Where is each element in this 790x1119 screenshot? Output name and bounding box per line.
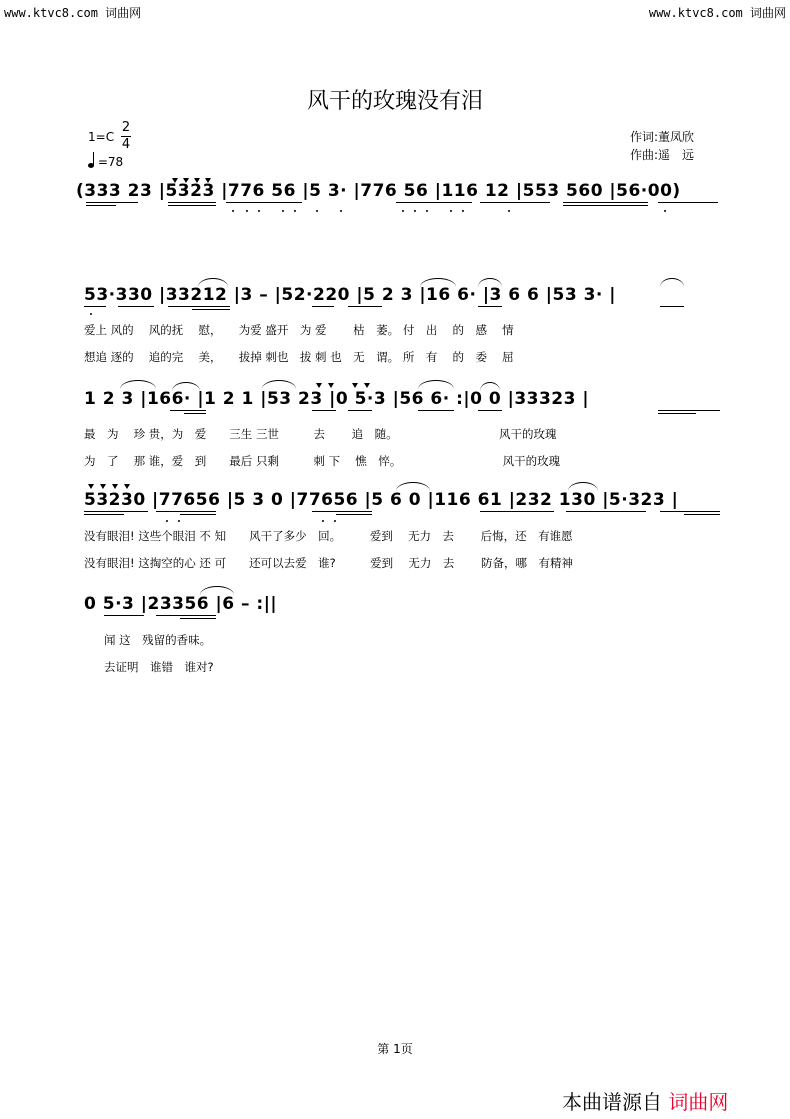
tempo-marking — [88, 155, 123, 169]
notation-line: 53230 |77656 |5 3 0 |77656 |5 6 0 |116 61 |232 130 |5·323 | — [84, 490, 679, 510]
notation-line: (333 23 |5323 |776 56 |5 3· |776 56 |116 12 |553 560 |56·00) — [76, 181, 681, 201]
source-footer — [562, 1086, 728, 1115]
lyrics-verse-1: 爱上 风的 风的抚 慰， 为爱 盛开 为 爱 枯 萎。 付 出 的 感 情 — [84, 323, 514, 337]
lyrics-verse-1: 闻 这 残留的香味。 — [104, 633, 212, 647]
lyrics-verse-2: 为 了 那 谁，爱 到 最后 只剩 刺 下 憔 悴。 风干的玫瑰 — [84, 454, 561, 468]
lyrics-verse-2: 去证明 谁错 谁对? — [104, 660, 214, 674]
page-number: 第 1页 — [377, 1042, 413, 1056]
footer-site-name: 词曲网 — [668, 1090, 729, 1114]
watermark-right: www.ktvc8.com 词曲网 — [648, 6, 786, 20]
composer-credit: 作曲:遥 远 — [630, 148, 695, 162]
time-signature-bottom: 4 — [121, 137, 131, 152]
time-signature — [121, 121, 131, 152]
lyricist-credit: 作词:董凤欣 — [630, 130, 695, 144]
footer-source-text: 本曲谱源自 — [562, 1090, 662, 1114]
time-signature-top: 2 — [121, 120, 131, 135]
key-signature: 1=C — [88, 130, 115, 144]
song-title: 风干的玫瑰没有泪 — [306, 89, 483, 114]
lyrics-verse-1: 最 为 珍 贵，为 爱 三生 三世 去 追 随。 风干的玫瑰 — [84, 427, 557, 441]
lyrics-verse-2: 没有眼泪! 这掏空的心 还 可 还可以去爱 谁? 爱到 无力 去 防备，哪 有精神 — [84, 556, 573, 570]
tempo-value: =78 — [97, 155, 124, 169]
quarter-note-icon — [88, 163, 94, 168]
watermark-left: www.ktvc8.com 词曲网 — [4, 6, 142, 20]
notation-line: 0 5·3 |23356 |6 – :|| — [84, 594, 278, 614]
notation-line: 1 2 3 |166· |1 2 1 |53 23 |0 5·3 |56 6· :|0 0 |33323 | — [84, 389, 590, 409]
notation-line: 53·330 |33212 |3 – |52·220 |5 2 3 |16 6· |3 6 6 |53 3· | — [84, 285, 616, 305]
lyrics-verse-1: 没有眼泪! 这些个眼泪 不 知 风干了多少 回。 爱到 无力 去 后悔，还 有谁愿 — [84, 529, 573, 543]
lyrics-verse-2: 想追 逐的 追的完 美， 拔掉 刺也 拔 刺 也 无 谓。 所 有 的 委 屈 — [84, 350, 514, 364]
